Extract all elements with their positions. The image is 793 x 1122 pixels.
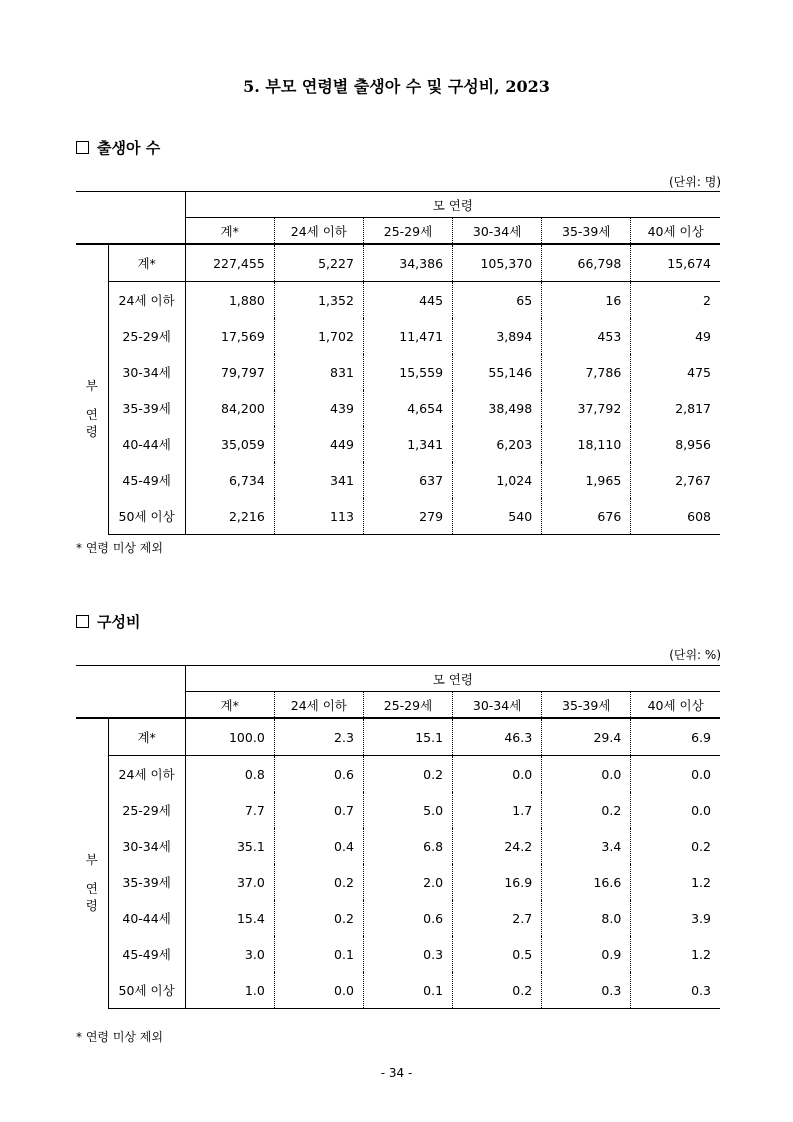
row-label: 30-34세 xyxy=(108,828,185,864)
value-cell: 0.8 xyxy=(185,756,274,793)
value-cell: 15.1 xyxy=(363,718,452,756)
father-age-header xyxy=(76,282,108,535)
value-cell: 0.6 xyxy=(274,756,363,793)
table-row xyxy=(76,498,720,535)
value-cell: 6.8 xyxy=(363,828,452,864)
value-cell: 449 xyxy=(274,426,363,462)
corner-cell xyxy=(76,192,185,218)
value-cell: 453 xyxy=(542,318,631,354)
table-row xyxy=(76,462,720,498)
table-row xyxy=(76,426,720,462)
value-cell: 6,734 xyxy=(185,462,274,498)
value-cell: 105,370 xyxy=(453,244,542,282)
column-header: 35-39세 xyxy=(542,218,631,245)
row-label: 35-39세 xyxy=(108,390,185,426)
table-row xyxy=(76,828,720,864)
value-cell: 676 xyxy=(542,498,631,535)
row-label: 40-44세 xyxy=(108,900,185,936)
checkbox-square-icon xyxy=(76,141,89,154)
value-cell: 16.9 xyxy=(453,864,542,900)
header-row xyxy=(76,692,720,719)
value-cell: 637 xyxy=(363,462,452,498)
value-cell: 11,471 xyxy=(363,318,452,354)
value-cell: 7.7 xyxy=(185,792,274,828)
table-row xyxy=(76,354,720,390)
value-cell: 1.2 xyxy=(631,936,720,972)
footnote: * 연령 미상 제외 xyxy=(76,1030,163,1044)
value-cell: 84,200 xyxy=(185,390,274,426)
father-age-char: 령 xyxy=(85,423,98,439)
value-cell: 3,894 xyxy=(453,318,542,354)
value-cell: 2.7 xyxy=(453,900,542,936)
value-cell: 100.0 xyxy=(185,718,274,756)
value-cell: 1.7 xyxy=(453,792,542,828)
value-cell: 1,965 xyxy=(542,462,631,498)
unit-label: (단위: 명) xyxy=(669,175,721,189)
value-cell: 1,024 xyxy=(453,462,542,498)
value-cell: 29.4 xyxy=(542,718,631,756)
value-cell: 0.0 xyxy=(542,756,631,793)
value-cell: 6,203 xyxy=(453,426,542,462)
value-cell: 540 xyxy=(453,498,542,535)
value-cell: 8.0 xyxy=(542,900,631,936)
row-label: 24세 이하 xyxy=(108,756,185,793)
mother-age-header: 모 연령 xyxy=(185,192,720,218)
value-cell: 0.0 xyxy=(274,972,363,1009)
row-label: 24세 이하 xyxy=(108,282,185,319)
column-header: 25-29세 xyxy=(363,692,452,719)
column-header: 40세 이상 xyxy=(631,218,720,245)
column-header: 25-29세 xyxy=(363,218,452,245)
value-cell: 0.2 xyxy=(631,828,720,864)
value-cell: 35.1 xyxy=(185,828,274,864)
table-row xyxy=(76,936,720,972)
row-label: 계* xyxy=(108,244,185,282)
value-cell: 17,569 xyxy=(185,318,274,354)
value-cell: 3.9 xyxy=(631,900,720,936)
value-cell: 0.0 xyxy=(631,756,720,793)
page-title: 5. 부모 연령별 출생아 수 및 구성비, 2023 xyxy=(243,77,550,96)
father-age-char: 령 xyxy=(85,897,98,913)
table-row xyxy=(76,972,720,1009)
column-header: 35-39세 xyxy=(542,692,631,719)
value-cell: 2,767 xyxy=(631,462,720,498)
section-title: 출생아 수 xyxy=(97,139,161,157)
value-cell: 0.9 xyxy=(542,936,631,972)
value-cell: 445 xyxy=(363,282,452,319)
value-cell: 279 xyxy=(363,498,452,535)
column-header: 계* xyxy=(185,218,274,245)
value-cell: 15,559 xyxy=(363,354,452,390)
value-cell: 0.3 xyxy=(542,972,631,1009)
checkbox-square-icon xyxy=(76,615,89,628)
value-cell: 3.0 xyxy=(185,936,274,972)
value-cell: 831 xyxy=(274,354,363,390)
value-cell: 113 xyxy=(274,498,363,535)
value-cell: 439 xyxy=(274,390,363,426)
table-row xyxy=(76,244,720,282)
value-cell: 46.3 xyxy=(453,718,542,756)
value-cell: 5.0 xyxy=(363,792,452,828)
value-cell: 0.3 xyxy=(631,972,720,1009)
father-age-char: 부 xyxy=(85,377,98,393)
father-age-header xyxy=(76,756,108,1009)
value-cell: 15,674 xyxy=(631,244,720,282)
value-cell: 16.6 xyxy=(542,864,631,900)
value-cell: 1.0 xyxy=(185,972,274,1009)
value-cell: 5,227 xyxy=(274,244,363,282)
father-age-char: 연 xyxy=(85,880,98,896)
value-cell: 0.5 xyxy=(453,936,542,972)
row-label: 30-34세 xyxy=(108,354,185,390)
value-cell: 37,792 xyxy=(542,390,631,426)
value-cell: 2,216 xyxy=(185,498,274,535)
value-cell: 0.7 xyxy=(274,792,363,828)
value-cell: 0.0 xyxy=(631,792,720,828)
value-cell: 0.2 xyxy=(453,972,542,1009)
row-label: 40-44세 xyxy=(108,426,185,462)
value-cell: 2 xyxy=(631,282,720,319)
value-cell: 2.0 xyxy=(363,864,452,900)
value-cell: 0.2 xyxy=(542,792,631,828)
value-cell: 35,059 xyxy=(185,426,274,462)
value-cell: 2,817 xyxy=(631,390,720,426)
column-header: 30-34세 xyxy=(453,692,542,719)
value-cell: 18,110 xyxy=(542,426,631,462)
table-row xyxy=(76,864,720,900)
father-age-char: 부 xyxy=(85,851,98,867)
value-cell: 0.2 xyxy=(363,756,452,793)
mother-age-header: 모 연령 xyxy=(185,666,720,692)
row-label: 50세 이상 xyxy=(108,972,185,1009)
value-cell: 7,786 xyxy=(542,354,631,390)
row-label: 50세 이상 xyxy=(108,498,185,535)
value-cell: 341 xyxy=(274,462,363,498)
value-cell: 1.2 xyxy=(631,864,720,900)
value-cell: 37.0 xyxy=(185,864,274,900)
footnote: * 연령 미상 제외 xyxy=(76,541,163,555)
unit-label: (단위: %) xyxy=(669,648,721,662)
value-cell: 38,498 xyxy=(453,390,542,426)
header-row xyxy=(76,192,720,218)
value-cell: 0.1 xyxy=(274,936,363,972)
column-header: 24세 이하 xyxy=(274,218,363,245)
value-cell: 8,956 xyxy=(631,426,720,462)
row-label: 25-29세 xyxy=(108,318,185,354)
section-heading-composition xyxy=(76,611,140,632)
table-row xyxy=(76,282,720,319)
header-row xyxy=(76,666,720,692)
value-cell: 0.2 xyxy=(274,864,363,900)
value-cell: 55,146 xyxy=(453,354,542,390)
corner-cell xyxy=(76,218,185,245)
value-cell: 1,702 xyxy=(274,318,363,354)
page-number: - 34 - xyxy=(380,1066,413,1080)
table-row xyxy=(76,318,720,354)
value-cell: 1,341 xyxy=(363,426,452,462)
value-cell: 49 xyxy=(631,318,720,354)
value-cell: 1,880 xyxy=(185,282,274,319)
value-cell: 608 xyxy=(631,498,720,535)
value-cell: 227,455 xyxy=(185,244,274,282)
father-age-char: 연 xyxy=(85,406,98,422)
row-label: 35-39세 xyxy=(108,864,185,900)
corner-cell xyxy=(76,666,185,692)
value-cell: 0.6 xyxy=(363,900,452,936)
spacer-cell xyxy=(76,244,108,282)
header-row xyxy=(76,218,720,245)
value-cell: 24.2 xyxy=(453,828,542,864)
value-cell: 34,386 xyxy=(363,244,452,282)
table-row xyxy=(76,792,720,828)
table-row xyxy=(76,390,720,426)
value-cell: 0.4 xyxy=(274,828,363,864)
value-cell: 475 xyxy=(631,354,720,390)
column-header: 24세 이하 xyxy=(274,692,363,719)
value-cell: 65 xyxy=(453,282,542,319)
row-label: 45-49세 xyxy=(108,936,185,972)
value-cell: 3.4 xyxy=(542,828,631,864)
value-cell: 2.3 xyxy=(274,718,363,756)
value-cell: 1,352 xyxy=(274,282,363,319)
value-cell: 4,654 xyxy=(363,390,452,426)
composition-table xyxy=(76,665,720,1009)
value-cell: 16 xyxy=(542,282,631,319)
value-cell: 0.1 xyxy=(363,972,452,1009)
section-heading-births xyxy=(76,137,160,158)
row-label: 45-49세 xyxy=(108,462,185,498)
value-cell: 0.3 xyxy=(363,936,452,972)
column-header: 30-34세 xyxy=(453,218,542,245)
column-header: 계* xyxy=(185,692,274,719)
column-header: 40세 이상 xyxy=(631,692,720,719)
value-cell: 6.9 xyxy=(631,718,720,756)
row-label: 계* xyxy=(108,718,185,756)
table-row xyxy=(76,900,720,936)
births-table xyxy=(76,191,720,535)
value-cell: 79,797 xyxy=(185,354,274,390)
section-title: 구성비 xyxy=(97,613,141,631)
table-row xyxy=(76,756,720,793)
value-cell: 0.0 xyxy=(453,756,542,793)
corner-cell xyxy=(76,692,185,719)
value-cell: 0.2 xyxy=(274,900,363,936)
spacer-cell xyxy=(76,718,108,756)
value-cell: 66,798 xyxy=(542,244,631,282)
table-row xyxy=(76,718,720,756)
row-label: 25-29세 xyxy=(108,792,185,828)
value-cell: 15.4 xyxy=(185,900,274,936)
